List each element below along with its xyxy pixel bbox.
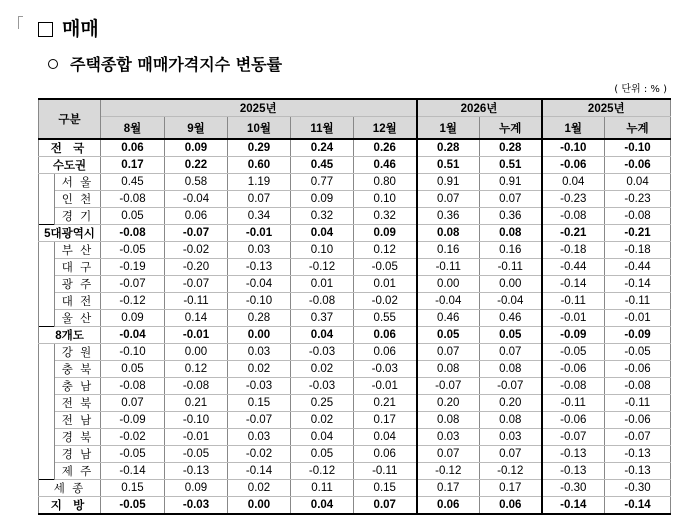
- value-cell: 0.02: [228, 480, 291, 497]
- table-row: [39, 412, 671, 429]
- region-name: 세 종: [39, 480, 101, 497]
- value-cell: 0.00: [228, 327, 291, 344]
- month-header: 1월: [417, 117, 480, 140]
- region-name: 수도권: [39, 157, 101, 174]
- table-row: [39, 276, 671, 293]
- value-cell: 0.05: [480, 327, 542, 344]
- value-cell: 0.00: [480, 276, 542, 293]
- indent-cell: [39, 293, 55, 310]
- value-cell: -0.18: [605, 242, 671, 259]
- value-cell: 0.03: [480, 429, 542, 446]
- value-cell: 0.16: [480, 242, 542, 259]
- value-cell: -0.13: [542, 463, 605, 480]
- value-cell: 0.07: [480, 344, 542, 361]
- value-cell: -0.30: [542, 480, 605, 497]
- region-name: 울 산: [55, 310, 101, 327]
- heading-text: 매매: [62, 18, 99, 40]
- value-cell: 0.28: [417, 139, 480, 157]
- value-cell: -0.08: [165, 378, 228, 395]
- value-cell: 0.11: [291, 480, 354, 497]
- value-cell: 0.51: [417, 157, 480, 174]
- region-name: 대 전: [55, 293, 101, 310]
- region-name: 강 원: [55, 344, 101, 361]
- value-cell: -0.13: [605, 446, 671, 463]
- table-row: [39, 395, 671, 412]
- value-cell: -0.02: [165, 242, 228, 259]
- value-cell: -0.08: [542, 378, 605, 395]
- table-row: [39, 191, 671, 208]
- month-header: 10월: [228, 117, 291, 140]
- value-cell: -0.10: [165, 412, 228, 429]
- value-cell: 0.15: [101, 480, 165, 497]
- region-name: 지 방: [39, 497, 101, 515]
- value-cell: -0.14: [228, 463, 291, 480]
- indent-cell: [39, 446, 55, 463]
- value-cell: -0.21: [605, 225, 671, 242]
- month-header: 9월: [165, 117, 228, 140]
- value-cell: 0.36: [480, 208, 542, 225]
- group-2026: 2026년: [417, 99, 542, 117]
- value-cell: -0.44: [605, 259, 671, 276]
- value-cell: 0.20: [480, 395, 542, 412]
- region-name: 광 주: [55, 276, 101, 293]
- value-cell: 0.12: [354, 242, 417, 259]
- value-cell: 0.05: [101, 361, 165, 378]
- table-row: [39, 378, 671, 395]
- value-cell: -0.05: [101, 242, 165, 259]
- value-cell: -0.14: [542, 276, 605, 293]
- value-cell: -0.02: [354, 293, 417, 310]
- table-row: [39, 208, 671, 225]
- value-cell: -0.11: [165, 293, 228, 310]
- value-cell: -0.03: [291, 344, 354, 361]
- value-cell: -0.44: [542, 259, 605, 276]
- value-cell: 0.00: [228, 497, 291, 515]
- value-cell: 0.02: [228, 361, 291, 378]
- value-cell: 0.17: [101, 157, 165, 174]
- value-cell: 0.45: [101, 174, 165, 191]
- value-cell: 0.04: [542, 174, 605, 191]
- indent-cell: [39, 429, 55, 446]
- value-cell: 0.51: [480, 157, 542, 174]
- value-cell: 0.46: [480, 310, 542, 327]
- value-cell: -0.12: [101, 293, 165, 310]
- value-cell: 0.07: [417, 446, 480, 463]
- value-cell: 0.07: [228, 191, 291, 208]
- value-cell: 0.06: [417, 497, 480, 515]
- value-cell: 0.21: [354, 395, 417, 412]
- value-cell: -0.04: [417, 293, 480, 310]
- value-cell: 0.02: [291, 361, 354, 378]
- value-cell: -0.06: [605, 412, 671, 429]
- value-cell: -0.13: [165, 463, 228, 480]
- month-header: 8월: [101, 117, 165, 140]
- value-cell: 0.46: [417, 310, 480, 327]
- value-cell: -0.01: [542, 310, 605, 327]
- region-name: 전 남: [55, 412, 101, 429]
- table-row: [39, 157, 671, 174]
- value-cell: -0.09: [101, 412, 165, 429]
- value-cell: 0.28: [228, 310, 291, 327]
- value-cell: -0.12: [417, 463, 480, 480]
- value-cell: 0.09: [354, 225, 417, 242]
- value-cell: -0.10: [605, 139, 671, 157]
- value-cell: -0.13: [542, 446, 605, 463]
- value-cell: 0.03: [417, 429, 480, 446]
- value-cell: -0.07: [480, 378, 542, 395]
- value-cell: 0.03: [228, 429, 291, 446]
- unit-label: ( 단위 : % ): [614, 84, 667, 95]
- value-cell: 0.09: [291, 191, 354, 208]
- value-cell: -0.04: [101, 327, 165, 344]
- value-cell: 0.07: [101, 395, 165, 412]
- subheading-text: 주택종합 매매가격지수 변동률: [70, 55, 283, 74]
- table-row: [39, 225, 671, 242]
- value-cell: -0.01: [605, 310, 671, 327]
- region-name: 제 주: [55, 463, 101, 480]
- value-cell: -0.08: [101, 225, 165, 242]
- value-cell: 0.21: [165, 395, 228, 412]
- value-cell: 0.05: [291, 446, 354, 463]
- value-cell: 0.91: [480, 174, 542, 191]
- value-cell: 0.07: [480, 446, 542, 463]
- value-cell: 0.04: [354, 429, 417, 446]
- value-cell: -0.06: [542, 412, 605, 429]
- value-cell: 0.16: [417, 242, 480, 259]
- value-cell: 0.25: [291, 395, 354, 412]
- sub-heading: [48, 52, 282, 75]
- value-cell: 0.07: [480, 191, 542, 208]
- section-heading: [38, 19, 99, 39]
- value-cell: -0.02: [101, 429, 165, 446]
- corner-mark: [18, 16, 23, 29]
- value-cell: -0.08: [101, 191, 165, 208]
- value-cell: -0.07: [101, 276, 165, 293]
- value-cell: 0.00: [165, 344, 228, 361]
- indent-cell: [39, 276, 55, 293]
- value-cell: 0.37: [291, 310, 354, 327]
- indent-cell: [39, 463, 55, 480]
- month-header: 11월: [291, 117, 354, 140]
- value-cell: 0.15: [354, 480, 417, 497]
- indent-cell: [39, 242, 55, 259]
- value-cell: 0.10: [291, 242, 354, 259]
- value-cell: 0.45: [291, 157, 354, 174]
- value-cell: 0.08: [480, 361, 542, 378]
- value-cell: 0.06: [354, 446, 417, 463]
- value-cell: 0.15: [228, 395, 291, 412]
- indent-cell: [39, 412, 55, 429]
- value-cell: 0.26: [354, 139, 417, 157]
- month-header: 누계: [480, 117, 542, 140]
- value-cell: 0.08: [480, 412, 542, 429]
- checkbox-square-icon: [38, 22, 53, 37]
- value-cell: 0.32: [354, 208, 417, 225]
- value-cell: 0.00: [417, 276, 480, 293]
- value-cell: -0.01: [165, 429, 228, 446]
- value-cell: 0.04: [291, 327, 354, 344]
- table-row: [39, 463, 671, 480]
- table-row: [39, 480, 671, 497]
- region-name: 전 북: [55, 395, 101, 412]
- value-cell: 0.08: [417, 225, 480, 242]
- value-cell: -0.08: [605, 378, 671, 395]
- value-cell: -0.20: [165, 259, 228, 276]
- value-cell: -0.05: [101, 446, 165, 463]
- value-cell: -0.13: [228, 259, 291, 276]
- value-cell: 0.17: [480, 480, 542, 497]
- value-cell: 0.02: [291, 412, 354, 429]
- region-name: 경 기: [55, 208, 101, 225]
- value-cell: 0.80: [354, 174, 417, 191]
- region-name: 충 남: [55, 378, 101, 395]
- value-cell: -0.06: [605, 361, 671, 378]
- value-cell: -0.03: [291, 378, 354, 395]
- value-cell: -0.11: [417, 259, 480, 276]
- value-cell: -0.11: [542, 293, 605, 310]
- value-cell: -0.07: [165, 225, 228, 242]
- value-cell: -0.01: [165, 327, 228, 344]
- table-row: [39, 327, 671, 344]
- region-name: 8개도: [39, 327, 101, 344]
- value-cell: 0.09: [101, 310, 165, 327]
- value-cell: -0.30: [605, 480, 671, 497]
- value-cell: 0.06: [354, 344, 417, 361]
- value-cell: 0.05: [417, 327, 480, 344]
- value-cell: 0.77: [291, 174, 354, 191]
- value-cell: -0.21: [542, 225, 605, 242]
- value-cell: -0.14: [101, 463, 165, 480]
- indent-cell: [39, 378, 55, 395]
- region-name: 인 천: [55, 191, 101, 208]
- value-cell: -0.05: [101, 497, 165, 515]
- table-row: [39, 310, 671, 327]
- value-cell: 0.17: [354, 412, 417, 429]
- value-cell: -0.01: [354, 378, 417, 395]
- value-cell: 0.12: [165, 361, 228, 378]
- value-cell: -0.06: [605, 157, 671, 174]
- value-cell: 0.07: [354, 497, 417, 515]
- table-row: [39, 429, 671, 446]
- value-cell: -0.06: [542, 361, 605, 378]
- region-name: 경 북: [55, 429, 101, 446]
- indent-cell: [39, 208, 55, 225]
- value-cell: -0.23: [542, 191, 605, 208]
- value-cell: -0.14: [542, 497, 605, 515]
- value-cell: -0.04: [480, 293, 542, 310]
- value-cell: 0.58: [165, 174, 228, 191]
- value-cell: 0.01: [291, 276, 354, 293]
- value-cell: -0.23: [605, 191, 671, 208]
- value-cell: 0.09: [165, 139, 228, 157]
- table-row: [39, 344, 671, 361]
- table-row: [39, 174, 671, 191]
- region-name: 부 산: [55, 242, 101, 259]
- value-cell: 0.04: [291, 429, 354, 446]
- value-cell: 0.04: [291, 225, 354, 242]
- value-cell: 1.19: [228, 174, 291, 191]
- value-cell: 0.08: [417, 361, 480, 378]
- value-cell: 0.04: [605, 174, 671, 191]
- value-cell: -0.11: [605, 293, 671, 310]
- indent-cell: [39, 259, 55, 276]
- region-name: 서 울: [55, 174, 101, 191]
- value-cell: -0.07: [605, 429, 671, 446]
- value-cell: 0.17: [417, 480, 480, 497]
- value-cell: 0.60: [228, 157, 291, 174]
- col-label: 구분: [39, 99, 101, 139]
- indent-cell: [39, 191, 55, 208]
- value-cell: 0.01: [354, 276, 417, 293]
- indent-cell: [39, 174, 55, 191]
- value-cell: -0.05: [605, 344, 671, 361]
- table-row: [39, 497, 671, 515]
- value-cell: -0.08: [291, 293, 354, 310]
- value-cell: -0.08: [542, 208, 605, 225]
- value-cell: -0.07: [417, 378, 480, 395]
- value-cell: 0.09: [165, 480, 228, 497]
- region-name: 충 북: [55, 361, 101, 378]
- value-cell: -0.10: [542, 139, 605, 157]
- value-cell: -0.08: [605, 208, 671, 225]
- region-name: 대 구: [55, 259, 101, 276]
- value-cell: 0.14: [165, 310, 228, 327]
- value-cell: 0.24: [291, 139, 354, 157]
- value-cell: -0.11: [480, 259, 542, 276]
- value-cell: -0.09: [605, 327, 671, 344]
- value-cell: -0.05: [354, 259, 417, 276]
- value-cell: 0.04: [291, 497, 354, 515]
- value-cell: -0.11: [542, 395, 605, 412]
- value-cell: -0.03: [165, 497, 228, 515]
- month-header: 1월: [542, 117, 605, 140]
- value-cell: 0.03: [228, 344, 291, 361]
- table-row: [39, 446, 671, 463]
- value-cell: 0.10: [354, 191, 417, 208]
- value-cell: 0.36: [417, 208, 480, 225]
- table-row: [39, 242, 671, 259]
- value-cell: -0.11: [354, 463, 417, 480]
- value-cell: 0.07: [417, 344, 480, 361]
- value-cell: -0.14: [605, 497, 671, 515]
- value-cell: 0.20: [417, 395, 480, 412]
- value-cell: -0.19: [101, 259, 165, 276]
- value-cell: -0.05: [542, 344, 605, 361]
- value-cell: 0.29: [228, 139, 291, 157]
- value-cell: 0.08: [417, 412, 480, 429]
- group-2025: 2025년: [101, 99, 417, 117]
- value-cell: -0.12: [291, 259, 354, 276]
- value-cell: -0.07: [228, 412, 291, 429]
- circle-bullet-icon: [48, 59, 58, 69]
- table-row: [39, 361, 671, 378]
- month-header: 누계: [605, 117, 671, 140]
- value-cell: -0.03: [354, 361, 417, 378]
- value-cell: -0.14: [605, 276, 671, 293]
- value-cell: 0.08: [480, 225, 542, 242]
- value-cell: 0.28: [480, 139, 542, 157]
- value-cell: 0.05: [101, 208, 165, 225]
- value-cell: 0.32: [291, 208, 354, 225]
- value-cell: -0.12: [291, 463, 354, 480]
- table-row: [39, 293, 671, 310]
- value-cell: 0.46: [354, 157, 417, 174]
- indent-cell: [39, 344, 55, 361]
- group-2025-prev: 2025년: [542, 99, 671, 117]
- value-cell: 0.03: [228, 242, 291, 259]
- region-name: 경 남: [55, 446, 101, 463]
- value-cell: -0.02: [228, 446, 291, 463]
- value-cell: 0.06: [480, 497, 542, 515]
- value-cell: -0.12: [480, 463, 542, 480]
- value-cell: 0.06: [354, 327, 417, 344]
- value-cell: 0.06: [165, 208, 228, 225]
- value-cell: -0.04: [165, 191, 228, 208]
- indent-cell: [39, 361, 55, 378]
- indent-cell: [39, 310, 55, 327]
- value-cell: 0.06: [101, 139, 165, 157]
- value-cell: 0.91: [417, 174, 480, 191]
- indent-cell: [39, 395, 55, 412]
- value-cell: -0.03: [228, 378, 291, 395]
- month-header: 12월: [354, 117, 417, 140]
- value-cell: 0.07: [417, 191, 480, 208]
- value-cell: -0.13: [605, 463, 671, 480]
- value-cell: -0.07: [542, 429, 605, 446]
- value-cell: -0.10: [228, 293, 291, 310]
- value-cell: 0.55: [354, 310, 417, 327]
- value-cell: -0.04: [228, 276, 291, 293]
- table-row: [39, 259, 671, 276]
- value-cell: -0.05: [165, 446, 228, 463]
- value-cell: -0.18: [542, 242, 605, 259]
- region-name: 5대광역시: [39, 225, 101, 242]
- value-cell: -0.10: [101, 344, 165, 361]
- value-cell: 0.22: [165, 157, 228, 174]
- price-index-table: [38, 98, 671, 515]
- value-cell: -0.11: [605, 395, 671, 412]
- value-cell: -0.01: [228, 225, 291, 242]
- value-cell: -0.09: [542, 327, 605, 344]
- value-cell: -0.07: [165, 276, 228, 293]
- value-cell: -0.08: [101, 378, 165, 395]
- value-cell: 0.34: [228, 208, 291, 225]
- table-row: [39, 139, 671, 157]
- region-name: 전 국: [39, 139, 101, 157]
- value-cell: -0.06: [542, 157, 605, 174]
